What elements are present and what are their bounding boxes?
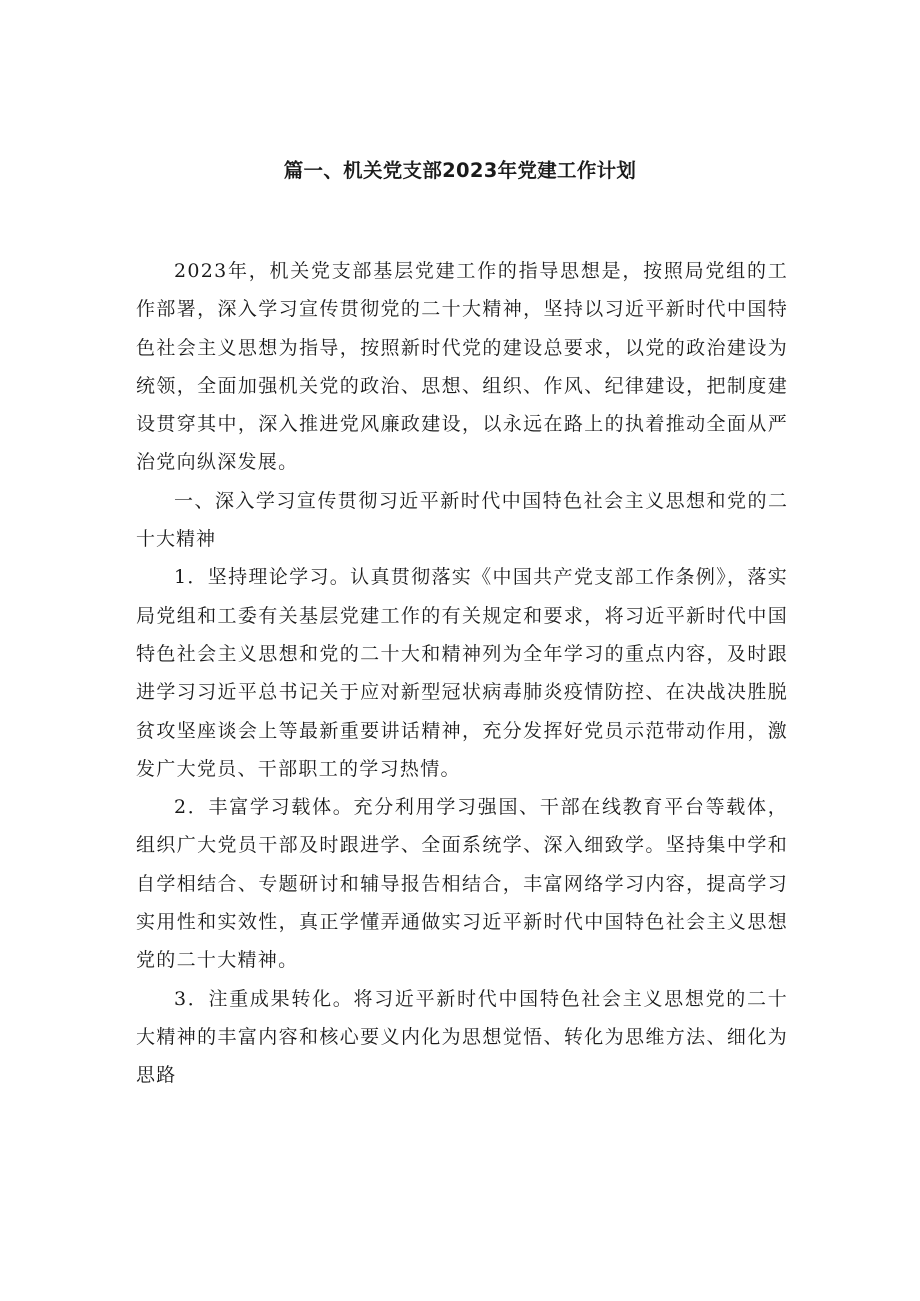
list-item-1: 1．坚持理论学习。认真贯彻落实《中国共产党支部工作条例》，落实局党组和工委有关基层党建工作的有关规定和要求，将习近平新时代中国特色社会主义思想和党的二十大和精神列为全年学习的重点内容，及时跟进学习习近平总书记关于应对新型冠状病毒肺炎疫情防控、在决战决胜脱贫攻坚座谈会上等最新重要讲话精神，充分发挥好党员示范带动作用，激发广大党员、干部职工的学习热情。 bbox=[136, 566, 788, 780]
document-body bbox=[136, 252, 788, 1095]
list-item-2: 2．丰富学习载体。充分利用学习强国、干部在线教育平台等载体，组织广大党员干部及时跟进学、全面系统学、深入细致学。坚持集中学和自学相结合、专题研讨和辅导报告相结合，丰富网络学习内容，提高学习实用性和实效性，真正学懂弄通做实习近平新时代中国特色社会主义思想党的二十大精神。 bbox=[136, 796, 788, 972]
list-item-3: 3．注重成果转化。将习近平新时代中国特色社会主义思想党的二十大精神的丰富内容和核心要义内化为思想觉悟、转化为思维方法、细化为思路 bbox=[136, 987, 788, 1087]
intro-paragraph: 2023年，机关党支部基层党建工作的指导思想是，按照局党组的工作部署，深入学习宣传贯彻党的二十大精神，坚持以习近平新时代中国特色社会主义思想为指导，按照新时代党的建设总要求，以党的政治建设为统领，全面加强机关党的政治、思想、组织、作风、纪律建设，把制度建设贯穿其中，深入推进党风廉政建设，以永远在路上的执着推动全面从严治党向纵深发展。 bbox=[136, 260, 788, 474]
section-heading-1: 一、深入学习宣传贯彻习近平新时代中国特色社会主义思想和党的二十大精神 bbox=[136, 489, 788, 551]
document-title: 篇一、机关党支部2023年党建工作计划 bbox=[283, 159, 637, 182]
